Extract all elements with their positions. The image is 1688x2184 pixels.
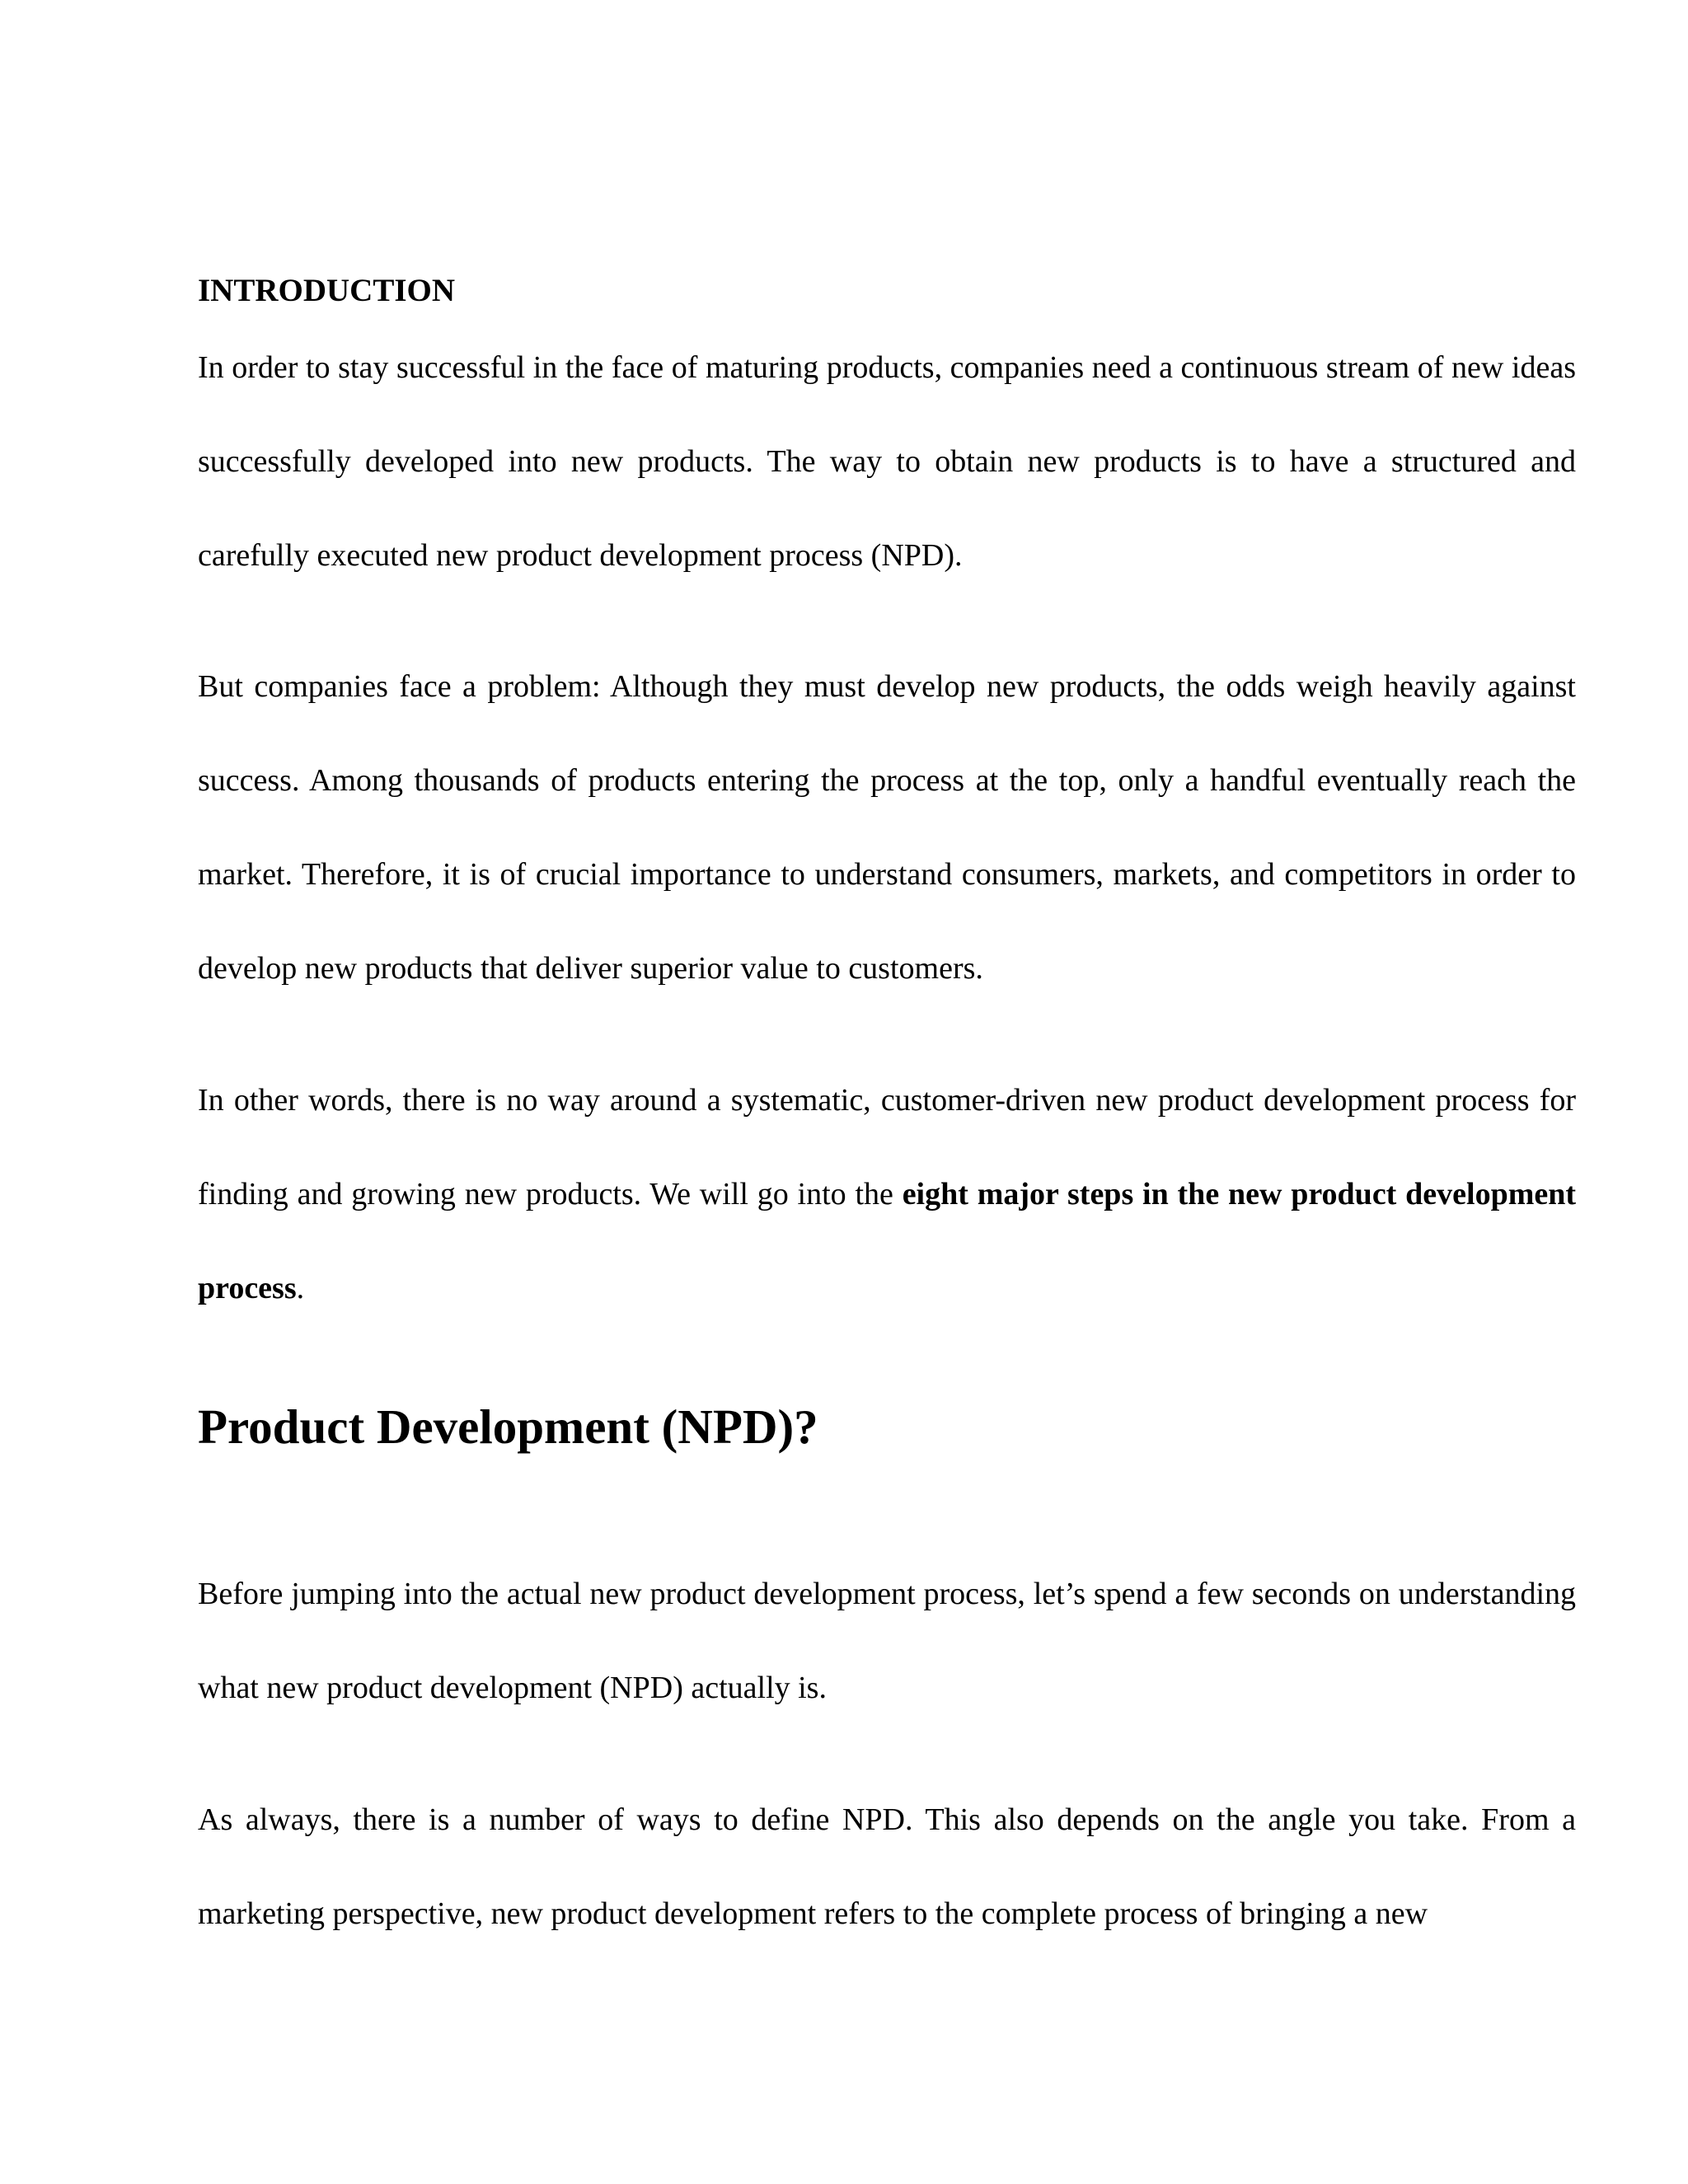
section-heading: Product Development (NPD)?	[198, 1399, 818, 1454]
npd-paragraph-2: As always, there is a number of ways to define NPD. This also depends on the angle you take. From a marketing perspective, new product development refers to the complete process of bringing a new	[198, 1802, 1576, 1931]
npd-paragraph-1: Before jumping into the actual new product development process, let’s spend a few seconds on understanding what new product development (NPD) actually is.	[198, 1577, 1576, 1705]
bold-phrase: eight major steps in the new product development process	[198, 1177, 1577, 1305]
section-label: INTRODUCTION	[198, 273, 456, 308]
intro-paragraph-3	[198, 1053, 1576, 1335]
paragraph-text: In other words, there is no way around a systematic, customer-driven new product development process for finding and growing new products. We will go into the	[198, 1083, 1576, 1212]
intro-paragraph-1: In order to stay successful in the face of maturing products, companies need a continuous stream of new ideas successfully developed into new products. The way to obtain new products is to have a structured and carefully executed new product development process (NPD).	[198, 350, 1576, 573]
paragraph-text-end: .	[296, 1271, 305, 1305]
intro-paragraph-2: But companies face a problem: Although they must develop new products, the odds weigh heavily against success. Among thousands of products entering the process at the top, only a handful eventually reach the market. Therefore, it is of crucial importance to understand consumers, markets, and competitors in order to develop new products that deliver superior value to customers.	[198, 669, 1576, 986]
page-content	[198, 0, 1576, 2184]
